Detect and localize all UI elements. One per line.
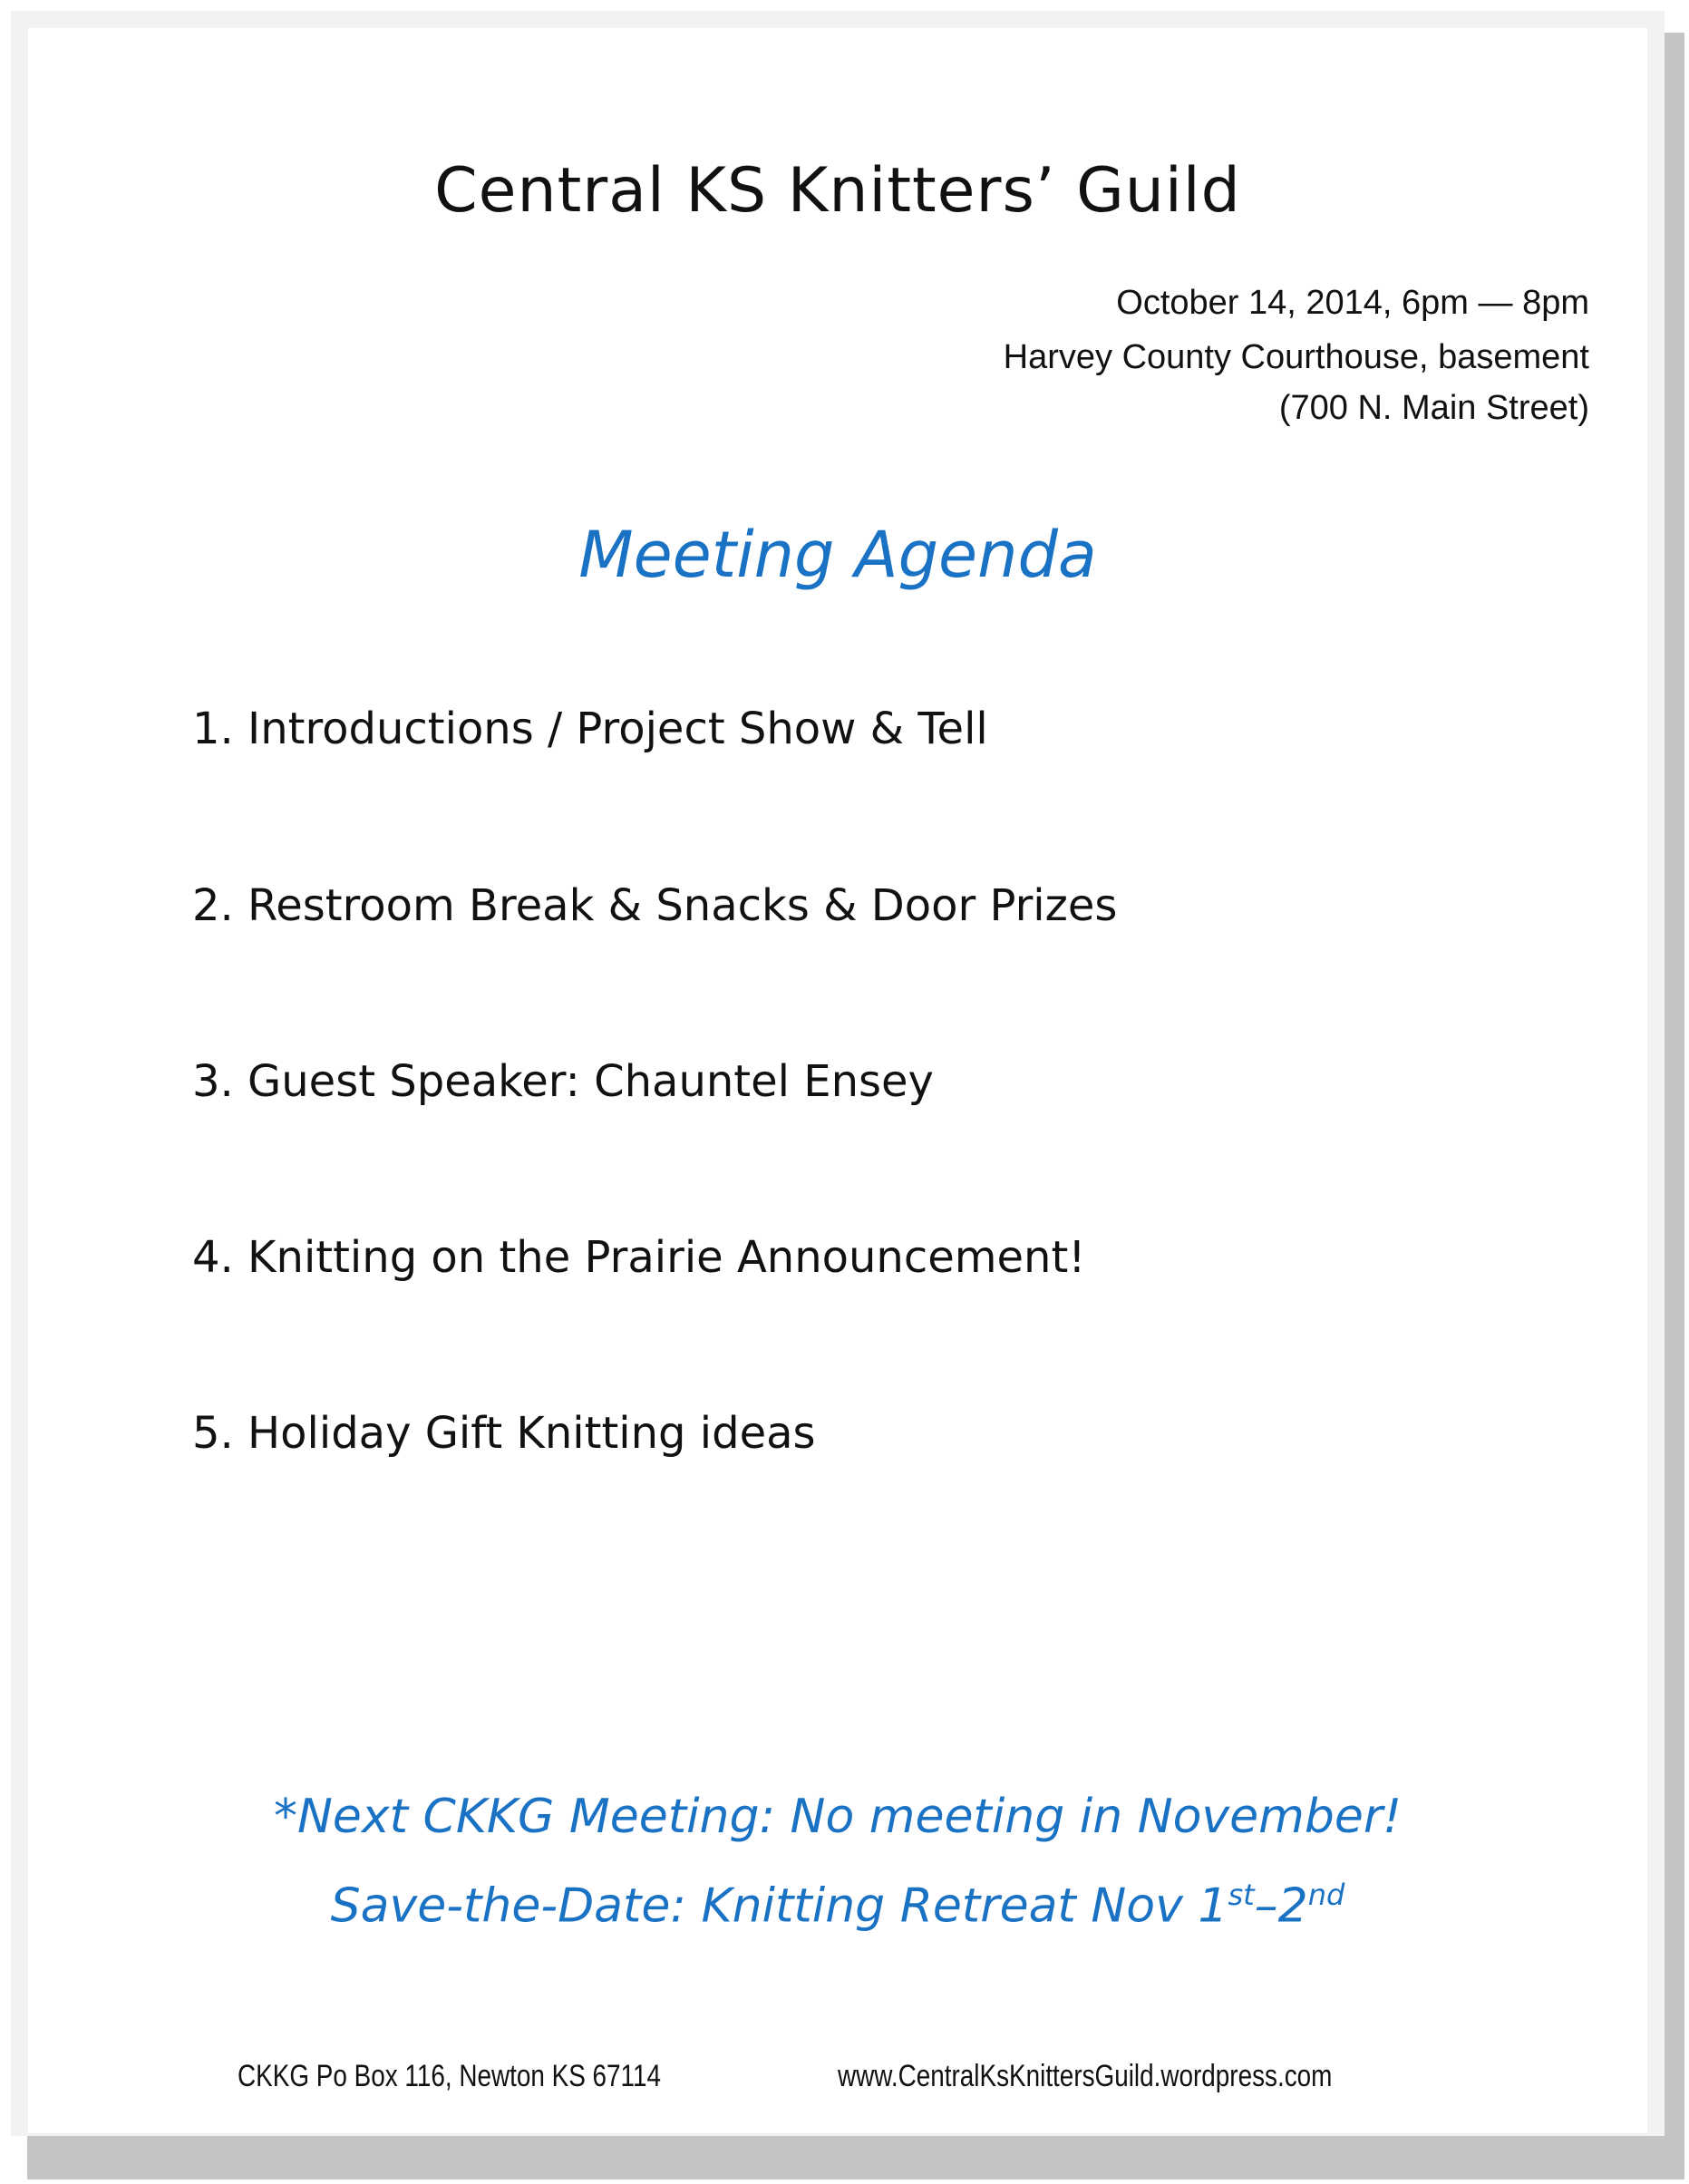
next-meeting-note: *Next CKKG Meeting: No meeting in November! xyxy=(273,1790,1403,1844)
agenda-item: 3. Guest Speaker: Chauntel Ensey xyxy=(192,1056,934,1107)
footer-website[interactable]: www.CentralKsKnittersGuild.wordpress.com xyxy=(838,2059,1333,2093)
save-the-date-note xyxy=(28,1878,1647,1933)
meeting-date-time: October 14, 2014, 6pm — 8pm xyxy=(1116,284,1589,322)
agenda-item: 2. Restroom Break & Snacks & Door Prizes xyxy=(192,880,1118,931)
ordinal-st: st xyxy=(1228,1878,1255,1912)
ordinal-nd: nd xyxy=(1307,1878,1345,1912)
document-page xyxy=(28,28,1647,2133)
save-the-date-text: Save-the-Date: Knitting Retreat Nov 1 xyxy=(330,1878,1228,1934)
meeting-address: (700 N. Main Street) xyxy=(1278,389,1589,427)
agenda-item: 4. Knitting on the Prairie Announcement! xyxy=(192,1232,1086,1283)
date-range-end: –2 xyxy=(1254,1878,1308,1934)
footer-address: CKKG Po Box 116, Newton KS 67114 xyxy=(238,2059,662,2093)
meeting-location: Harvey County Courthouse, basement xyxy=(1003,338,1589,376)
document-title: Central KS Knitters’ Guild xyxy=(434,155,1241,227)
agenda-item: 5. Holiday Gift Knitting ideas xyxy=(192,1408,816,1459)
agenda-item: 1. Introductions / Project Show & Tell xyxy=(192,704,988,754)
agenda-heading: Meeting Agenda xyxy=(578,518,1097,592)
